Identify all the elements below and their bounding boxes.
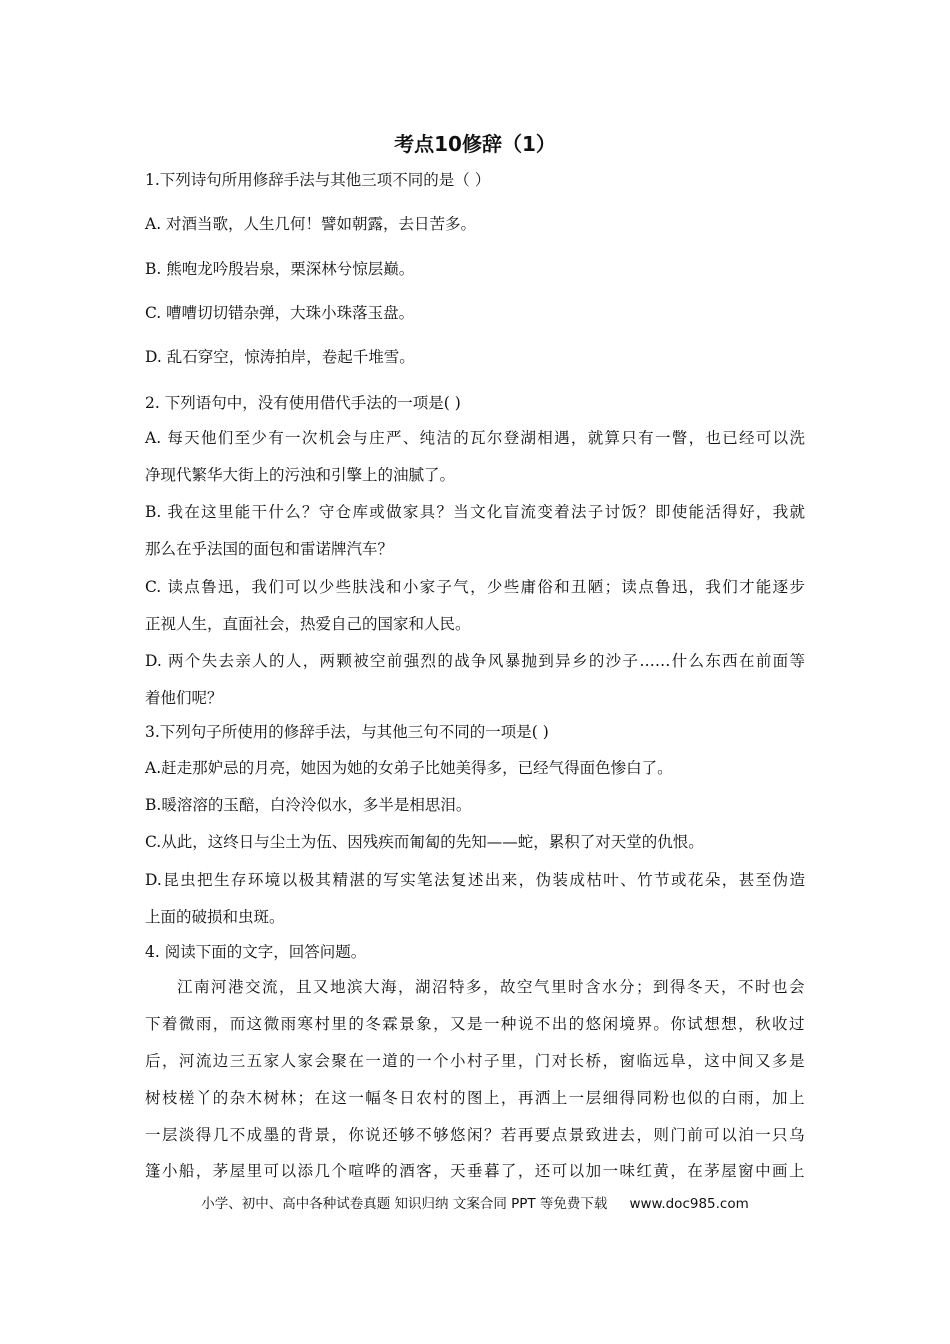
passage-line: 篷小船，茅屋里可以添几个喧哗的酒客，天垂暮了，还可以加一味红黄，在茅屋窗中画上 [145, 1162, 805, 1180]
text-line: D. 两个失去亲人的人，两颗被空前强烈的战争风暴抛到异乡的沙子……什么东西在前面等 [145, 652, 805, 670]
text-line: 正视人生，直面社会，热爱自己的国家和人民。 [145, 615, 471, 633]
text-line: B. 我在这里能干什么？守仓库或做家具？当文化盲流变着法子讨饭？即使能活得好，我就 [145, 503, 805, 521]
page-title: 考点10修辞（1） [394, 132, 556, 156]
text-line: D.昆虫把生存环境以极其精湛的写实笔法复述出来，伪装成枯叶、竹节或花朵，甚至伪造 [145, 871, 805, 889]
text-line: 1.下列诗句所用修辞手法与其他三项不同的是（ ） [145, 171, 491, 189]
text-line: A. 对酒当歌，人生几何！譬如朝露，去日苦多。 [145, 215, 477, 233]
text-line: C. 嘈嘈切切错杂弹，大珠小珠落玉盘。 [145, 304, 415, 322]
text-line: C.从此，这终日与尘土为伍、因残疾而匍匐的先知——蛇，累积了对天堂的仇恨。 [145, 833, 704, 851]
text-line: 那么在乎法国的面包和雷诺牌汽车？ [145, 540, 394, 558]
passage-line: 江南河港交流，且又地滨大海，湖沼特多，故空气里时含水分；到得冬天，不时也会 [177, 978, 805, 996]
passage-line: 一层淡得几不成墨的背景，你说还够不够悠闲？若再要点景致进去，则门前可以泊一只乌 [145, 1126, 805, 1144]
passage-line: 树枝槎丫的杂木树林；在这一幅冬日农村的图上，再洒上一层细得同粉也似的白雨，加上 [145, 1089, 805, 1107]
text-line: 2. 下列语句中，没有使用借代手法的一项是( ) [145, 394, 461, 412]
text-line: 3.下列句子所使用的修辞手法，与其他三句不同的一项是( ) [145, 723, 549, 741]
text-line: 着他们呢？ [145, 689, 223, 707]
footer-site: www.doc985.com [629, 1196, 749, 1212]
text-line: B. 熊咆龙吟殷岩泉，栗深林兮惊层巅。 [145, 260, 415, 278]
passage-line: 后，河流边三五家人家会聚在一道的一个小村子里，门对长桥，窗临远阜，这中间又多是 [145, 1052, 805, 1070]
text-line: 4. 阅读下面的文字，回答问题。 [145, 943, 367, 961]
footer [0, 1192, 950, 1212]
text-line: 上面的破损和虫斑。 [145, 908, 285, 926]
passage-line: 下着微雨，而这微雨寒村里的冬霖景象，又是一种说不出的悠闲境界。你试想想，秋收过 [145, 1015, 805, 1033]
text-line: A.赶走那妒忌的月亮，她因为她的女弟子比她美得多，已经气得面色惨白了。 [145, 759, 673, 777]
text-line: D. 乱石穿空，惊涛拍岸，卷起千堆雪。 [145, 348, 415, 366]
text-line: C. 读点鲁迅，我们可以少些肤浅和小家子气，少些庸俗和丑陋；读点鲁迅，我们才能逐步 [145, 578, 805, 596]
footer-text: 小学、初中、高中各种试卷真题 知识归纳 文案合同 PPT 等免费下载 [201, 1196, 608, 1212]
text-line: 净现代繁华大街上的污浊和引擎上的油腻了。 [145, 466, 456, 484]
text-line: A. 每天他们至少有一次机会与庄严、纯洁的瓦尔登湖相遇，就算只有一瞥，也已经可以洗 [145, 429, 805, 447]
text-line: B.暖溶溶的玉醅，白泠泠似水，多半是相思泪。 [145, 796, 472, 814]
